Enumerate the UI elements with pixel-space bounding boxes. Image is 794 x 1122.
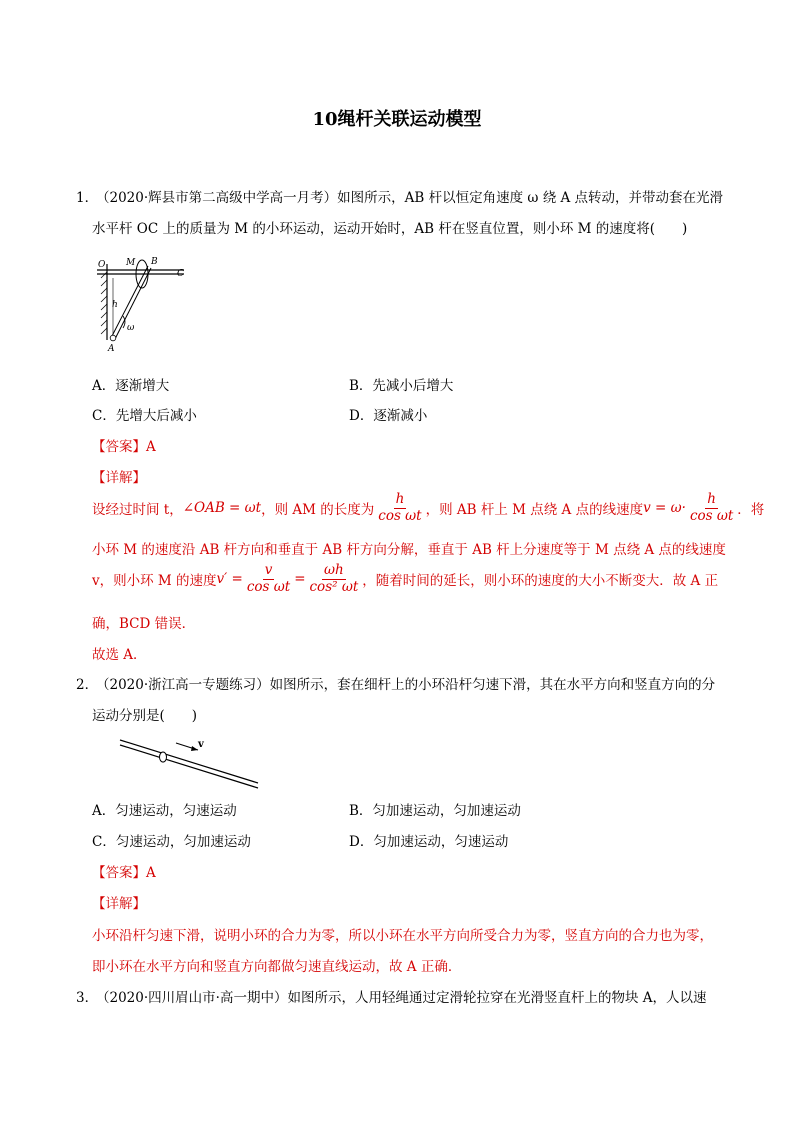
q1-option-d[interactable]: D．逐渐减小 bbox=[349, 408, 428, 424]
q2-answer: 【答案】A bbox=[92, 865, 156, 881]
q3-number: 3． bbox=[76, 990, 99, 1006]
q2-number: 2． bbox=[76, 677, 99, 693]
fig1-label-b: B bbox=[151, 257, 158, 267]
q2-option-c[interactable]: C．匀速运动，匀加速运动 bbox=[92, 834, 251, 850]
q1-conclusion: 故选 A． bbox=[92, 647, 147, 663]
q1-number: 1． bbox=[76, 190, 99, 206]
fig2-label-v: v bbox=[198, 739, 204, 750]
q2-option-a[interactable]: A．匀速运动，匀速运动 bbox=[92, 803, 237, 819]
fig1-label-m: M bbox=[126, 258, 136, 268]
q1-figure bbox=[92, 250, 192, 355]
fig1-label-c: C bbox=[177, 269, 184, 279]
q1-answer: 【答案】A bbox=[92, 439, 156, 455]
q2-option-b[interactable]: B．匀加速运动，匀加速运动 bbox=[349, 803, 521, 819]
q1-option-a[interactable]: A．逐渐增大 bbox=[92, 378, 170, 394]
fig1-label-o: O bbox=[98, 260, 106, 270]
q1-option-b[interactable]: B．先减小后增大 bbox=[349, 378, 454, 394]
fig1-label-a: A bbox=[108, 344, 115, 354]
q2-figure bbox=[118, 736, 263, 790]
q1-explanation-line4: 确，BCD 错误． bbox=[92, 616, 196, 632]
fig1-label-omega: ω bbox=[127, 323, 135, 333]
q2-detail-heading: 【详解】 bbox=[92, 896, 146, 912]
q2-explanation-line2: 即小环在水平方向和竖直方向都做匀速直线运动，故 A 正确． bbox=[92, 959, 462, 975]
q1-option-c[interactable]: C．先增大后减小 bbox=[92, 408, 197, 424]
q2-stem-line2: 运动分别是( ) bbox=[92, 708, 198, 724]
page-title: 10绳杆关联运动模型 bbox=[312, 109, 482, 130]
q1-stem-line1: （2020·辉县市第二高级中学高一月考）如图所示，AB 杆以恒定角速度 ω 绕 A 点转动，并带动套在光滑 bbox=[96, 190, 724, 206]
q1-stem-line2: 水平杆 OC 上的质量为 M 的小环运动，运动开始时，AB 杆在竖直位置，则小环 M 的速度将( ) bbox=[92, 221, 688, 237]
q3-stem-line1: （2020·四川眉山市·高一期中）如图所示，人用轻绳通过定滑轮拉穿在光滑竖直杆上的物块 A，人以速 bbox=[96, 990, 707, 1006]
q2-option-d[interactable]: D．匀加速运动，匀速运动 bbox=[349, 834, 509, 850]
q1-explanation-line3: v，则小环 M 的速度 v′ = $\frac{v}{\text{cos ωt}}$ = $\frac{\omega h}{\text{cos² ωt}}$ ，随着时间的延长，则小环的速度的大小不断变大．故 A 正 bbox=[92, 562, 719, 595]
q1-explanation-line2: 小环 M 的速度沿 AB 杆方向和垂直于 AB 杆方向分解，垂直于 AB 杆上分速度等于 M 点绕 A 点的线速度 bbox=[92, 542, 726, 558]
q2-stem-line1: （2020·浙江高一专题练习）如图所示，套在细杆上的小环沿杆匀速下滑，其在水平方向和竖直方向的分 bbox=[96, 677, 716, 693]
fig1-label-h: h bbox=[112, 300, 118, 310]
q2-explanation-line1: 小环沿杆匀速下滑，说明小环的合力为零，所以小环在水平方向所受合力为零，竖直方向的合力也为零， bbox=[92, 928, 713, 944]
q1-explanation-line1: 设经过时间 t， ∠OAB = ωt ，则 AM 的长度为 $\frac{h}{\text{cos ωt}}$ ，则 AB 杆上 M 点绕 A 点的线速度 v = ω· $\frac{h}{\text{cos ωt}}$ ．将 bbox=[92, 491, 765, 524]
q1-detail-heading: 【详解】 bbox=[92, 470, 146, 486]
